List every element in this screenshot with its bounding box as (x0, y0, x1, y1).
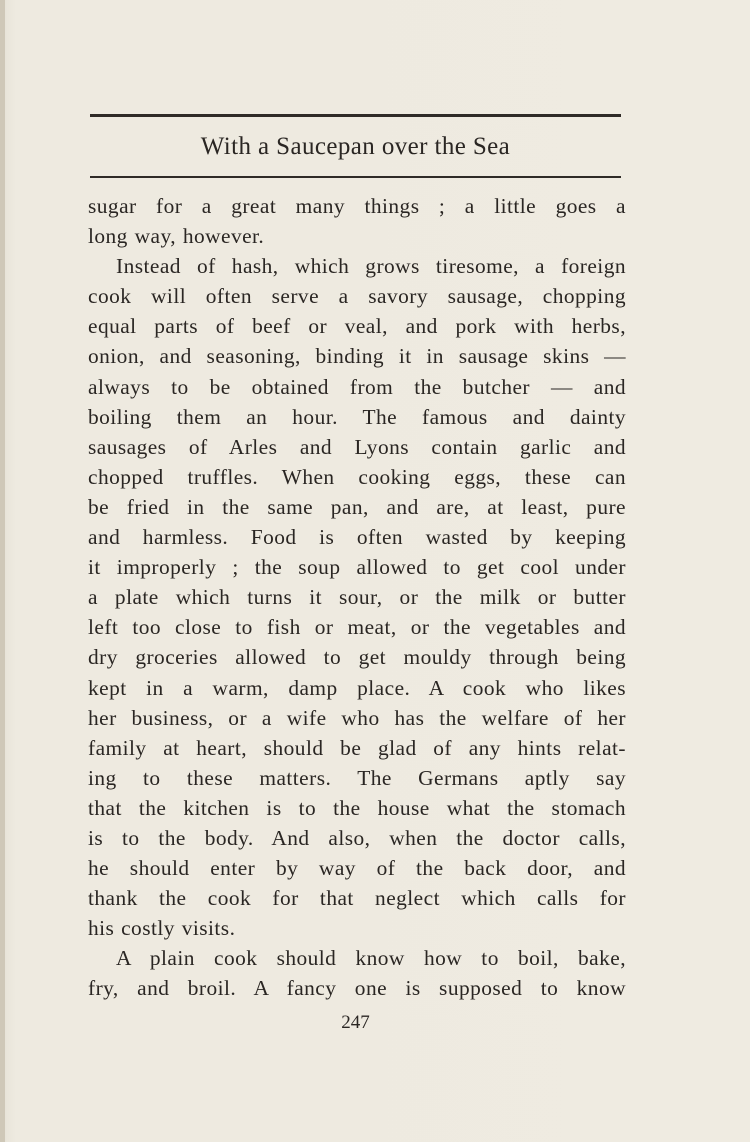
paragraph (88, 251, 626, 943)
text-line: left too close to fish or meat, or the vegetables and (88, 615, 626, 640)
text-line: equal parts of beef or veal, and pork with herbs, (88, 314, 626, 339)
running-head: With a Saucepan over the Sea (200, 133, 511, 160)
text-line: his costly visits. (88, 916, 236, 941)
paragraph (88, 943, 626, 1003)
text-line: he should enter by way of the back door, and (88, 856, 626, 881)
text-line: cook will often serve a savory sausage, chopping (88, 284, 626, 309)
text-line: long way, however. (88, 224, 265, 249)
text-line: boiling them an hour. The famous and dainty (88, 404, 626, 429)
text-line: Instead of hash, which grows tiresome, a foreign (116, 254, 626, 279)
text-line: thank the cook for that neglect which calls for (88, 886, 626, 911)
header-rule-top (90, 114, 621, 117)
paragraph (88, 191, 626, 251)
text-line: sugar for a great many things ; a little goes a (88, 194, 626, 218)
text-line: and harmless. Food is often wasted by keeping (88, 525, 626, 550)
header-rule-bottom (90, 176, 621, 178)
text-line: family at heart, should be glad of any hints relat- (88, 735, 626, 760)
text-line: a plate which turns it sour, or the milk or butter (88, 585, 626, 610)
text-line: chopped truffles. When cooking eggs, these can (88, 464, 626, 489)
text-line: kept in a warm, damp place. A cook who likes (88, 675, 626, 700)
text-line: sausages of Arles and Lyons contain garlic and (88, 434, 626, 459)
text-line: fry, and broil. A fancy one is supposed to know (88, 976, 626, 1001)
text-line: it improperly ; the soup allowed to get cool under (88, 555, 626, 580)
text-line: always to be obtained from the butcher — and (88, 374, 626, 399)
text-line: dry groceries allowed to get mouldy through being (88, 645, 626, 670)
text-line: onion, and seasoning, binding it in sausage skins — (88, 344, 626, 369)
page-spine-edge (0, 0, 5, 1142)
text-line: ing to these matters. The Germans aptly say (88, 765, 626, 790)
body-text (88, 191, 626, 1004)
text-line: is to the body. And also, when the doctor calls, (88, 825, 626, 850)
text-line: her business, or a wife who has the welfare of her (88, 705, 626, 730)
page-number: 247 (341, 1012, 370, 1033)
text-line: that the kitchen is to the house what the stomach (88, 795, 626, 820)
text-line: be fried in the same pan, and are, at least, pure (88, 494, 626, 519)
text-line: A plain cook should know how to boil, bake, (116, 946, 626, 971)
